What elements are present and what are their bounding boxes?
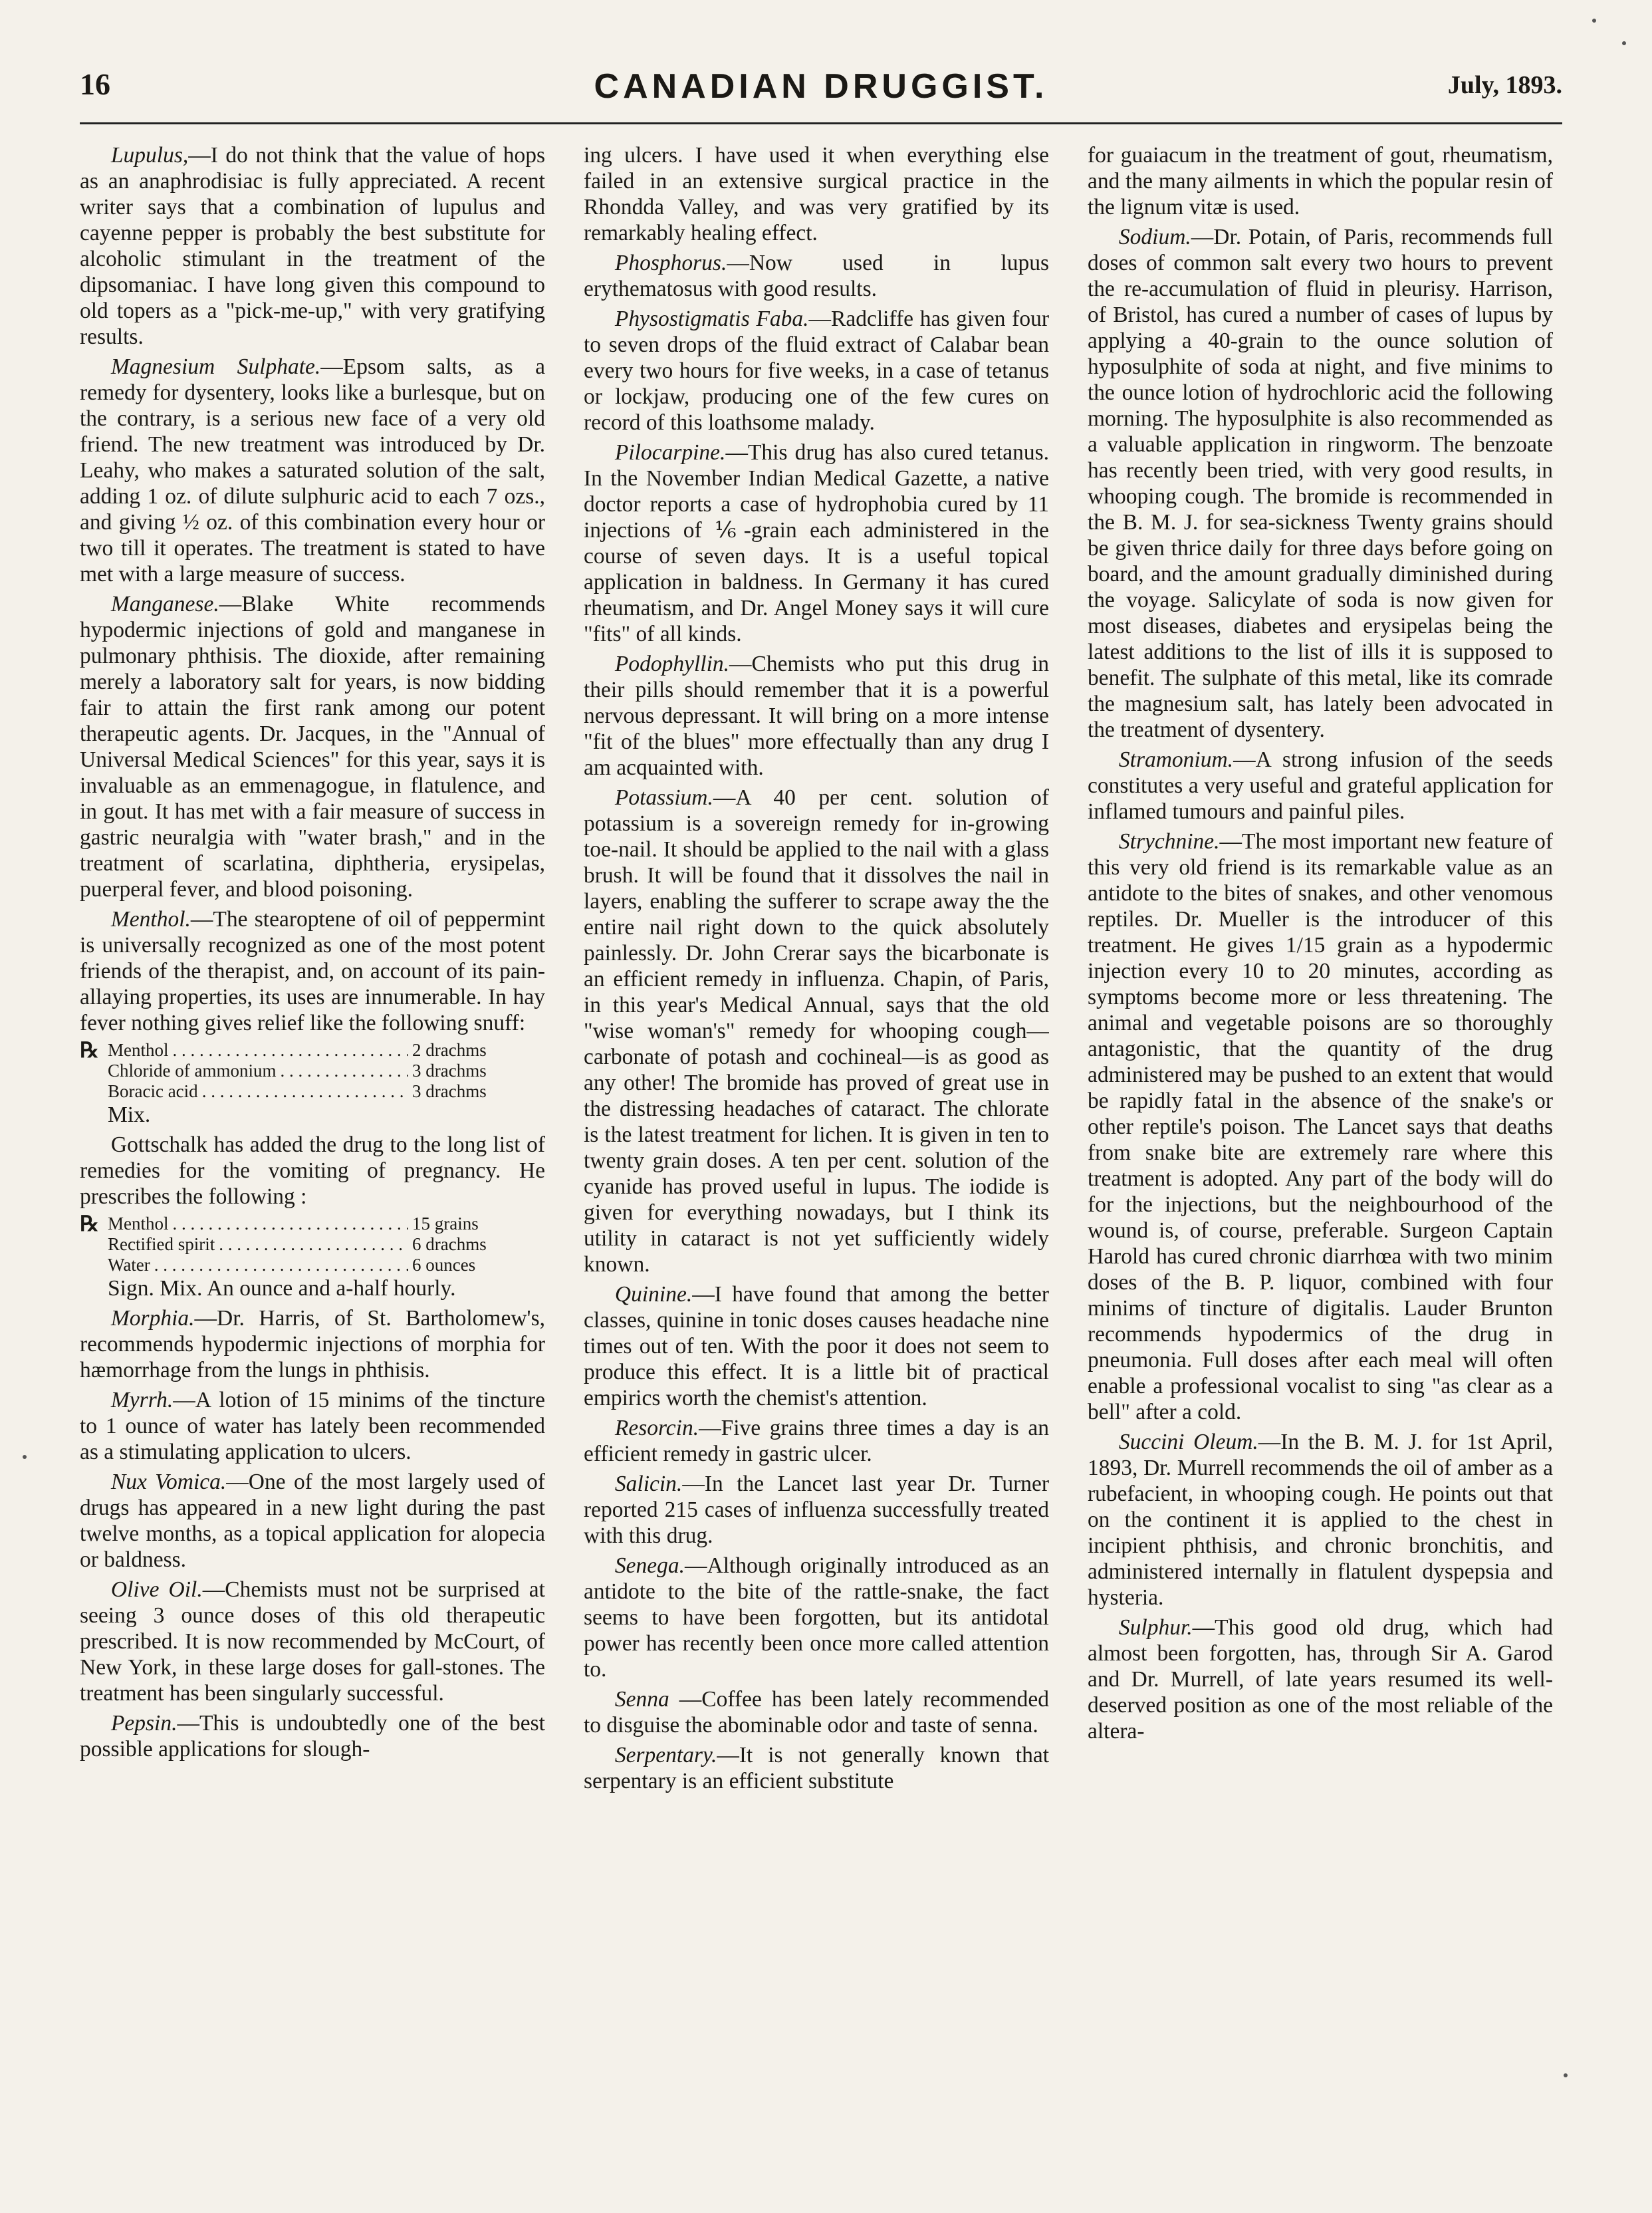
prescription-row [80, 1061, 545, 1081]
entry-term: Lupulus, [110, 143, 189, 168]
ingredient-name: Chloride of ammonium [108, 1061, 277, 1081]
entry-serpentary [584, 1742, 1049, 1794]
entry-text: Gottschalk has added the drug to the long list of remedies for the vomiting of pregnancy. He prescribes the following : [80, 1132, 545, 1209]
entry-term: Succini Oleum. [1118, 1430, 1258, 1454]
prescription-row [80, 1255, 545, 1275]
leader-dots [154, 1255, 408, 1275]
entry-stramonium [1088, 747, 1553, 825]
rx-symbol: ℞ [80, 1038, 99, 1062]
ingredient-name: Menthol [108, 1214, 169, 1234]
ingredient-name: Menthol [108, 1040, 169, 1060]
prescription-row [80, 1234, 545, 1255]
entry-text: —This good old drug, which had almost been forgotten, has, through Sir A. Garod and Dr. Murrell, of late years resumed its well-deserved position as one of the most reliable of the altera- [1088, 1615, 1553, 1744]
entry-text: —Although originally introduced as an antidote to the bite of the rattle-snake, the fact seems to have been forgotten, but its antidotal power has recently been once more called attention to. [584, 1553, 1049, 1682]
entry-succini-oleum [1088, 1429, 1553, 1611]
entry-salicin [584, 1471, 1049, 1549]
entry-term: Resorcin. [614, 1416, 699, 1440]
entry-text: —Dr. Harris, of St. Bartholomew's, recommends hypodermic injections of morphia for hæmorrhage from the lungs in phthisis. [80, 1306, 545, 1382]
scan-speck [23, 1455, 27, 1459]
rx-symbol: ℞ [80, 1212, 99, 1236]
entry-term: Nux Vomica. [110, 1470, 227, 1494]
entry-magnesium-sulphate [80, 354, 545, 587]
entry-text: —In the Lancet last year Dr. Turner reported 215 cases of influenza successfully treated with this drug. [584, 1472, 1049, 1548]
ingredient-quantity: 2 drachms [412, 1040, 487, 1060]
header-rule [80, 122, 1562, 124]
leader-dots [173, 1040, 409, 1061]
entry-term: Serpentary. [614, 1743, 717, 1767]
prescription-row [80, 1214, 545, 1234]
ingredient-quantity: 6 drachms [412, 1234, 487, 1254]
ingredient-name: Water [108, 1255, 150, 1275]
entry-term: Sodium. [1118, 225, 1191, 249]
column-1 [80, 142, 545, 2164]
ingredient-name: Boracic acid [108, 1081, 198, 1101]
entry-olive-oil [80, 1577, 545, 1706]
entry-gottschalk [80, 1132, 545, 1210]
column-2 [584, 142, 1049, 2164]
scan-speck [1622, 41, 1626, 45]
entry-quinine [584, 1281, 1049, 1411]
page-header [80, 66, 1562, 120]
entry-sulphur [1088, 1615, 1553, 1744]
entry-text: —Chemists who put this drug in their pills should remember that it is a powerful nervous depressant. It will bring on a more intense "fit of the blues" more effectually than any drug I am acquainted with. [584, 652, 1049, 780]
ingredient-quantity: 6 ounces [412, 1255, 476, 1275]
page-number: 16 [80, 67, 110, 101]
entry-text: —The stearoptene of oil of peppermint is universally recognized as one of the most potent friends of the therapist, and, on account of its pain-allaying properties, its uses are innumerable. In hay fever nothing gives relief like the following snuff: [80, 907, 545, 1035]
entry-text: ing ulcers. I have used it when everything else failed in an extensive surgical practice in the Rhondda Valley, and was very gratified by its remarkably healing effect. [584, 143, 1049, 245]
entry-term: Menthol. [110, 907, 191, 932]
column-3 [1088, 142, 1553, 2164]
entry-text: —A strong infusion of the seeds constitutes a very useful and grateful application for inflamed tumours and painful piles. [1088, 747, 1553, 824]
entry-text: —Epsom salts, as a remedy for dysentery, looks like a burlesque, but on the contrary, is a serious new face of a very old friend. The new treatment was introduced by Dr. Leahy, who makes a saturated solution of the salt, adding 1 oz. of dilute sulphuric acid to each 7 ozs., and giving ½ oz. of this combination every hour or two till it operates. The treatment is stated to have met with a large measure of success. [80, 354, 545, 586]
entry-serpentary-continued [1088, 142, 1553, 220]
scan-speck [1564, 2073, 1568, 2077]
entry-potassium [584, 785, 1049, 1277]
entry-manganese [80, 591, 545, 902]
entry-text: —A 40 per cent. solution of potassium is a sovereign remedy for in-growing toe-nail. It should be applied to the nail with a glass brush. It will be found that it dissolves the nail in layers, enabling the sufferer to scrape away the the entire nail right down to the quick absolutely painlessly. Dr. John Crerar says the bicarbonate is an efficient remedy in influenza. Chapin, of Paris, in this year's Medical Annual, says that the old "wise woman's" remedy for whooping cough—carbonate of potash and cochineal—is as good as any other! The bromide has proved of great use in the distressing headaches of cataract. The chlorate is the latest treatment for lichen. It is given in ten to twenty grain doses. A ten per cent. solution of the cyanide has proved useful in lupus. The iodide is given for everything nowadays, but I think its utility in cataract is not yet sufficiently widely known. [584, 785, 1049, 1277]
entry-text: —Blake White recommends hypodermic injections of gold and manganese in pulmonary phthisis. The dioxide, after remaining merely a laboratory salt for years, is now bidding fair to attain the first rank among our potent therapeutic agents. Dr. Jacques, in the "Annual of Universal Medical Sciences" for this year, says it is invaluable as an emmenagogue, in flatulence, and in gout. It has met with a fair measure of success in gastric neuralgia with "water brash," and in the treatment of scarlatina, diphtheria, erysipelas, puerperal fever, and blood poisoning. [80, 592, 545, 902]
entry-text: —It is not generally known that serpentary is an efficient substitute [584, 1743, 1049, 1793]
entry-myrrh [80, 1387, 545, 1465]
entry-text: —One of the most largely used of drugs has appeared in a new light during the past twelve months, as a topical application for alopecia or baldness. [80, 1470, 545, 1572]
entry-text: —Dr. Potain, of Paris, recommends full doses of common salt every two hours to prevent the re-accumulation of fluid in pleurisy. Harrison, of Bristol, has cured a number of cases of lupus by applying a 40-grain to the ounce solution of hyposulphite of soda at night, and five minims to the ounce lotion of hydrochloric acid the following morning. The hyposulphite is also recommended as a valuable application in ringworm. The benzoate has recently been tried, with very good results, in whooping cough. The bromide is recommended in the B. M. J. for sea-sickness Twenty grains should be given thrice daily for three days before going on board, and the amount gradually diminished during the voyage. Salicylate of soda is now given for most diseases, diabetes and erysipelas being the latest additions to the list of ills it is supposed to benefit. The sulphate of this metal, like its comrade the magnesium salt, has lately been advocated in the treatment of dysentery. [1088, 225, 1553, 742]
entry-term: Stramonium. [1118, 747, 1234, 772]
entry-phosphorus [584, 250, 1049, 302]
entry-term: Manganese. [110, 592, 219, 616]
entry-physostigmatis-faba [584, 306, 1049, 436]
prescription-snuff [80, 1040, 545, 1128]
entry-term: Salicin. [614, 1472, 683, 1496]
entry-senna [584, 1686, 1049, 1738]
issue-date: July, 1893. [1447, 71, 1562, 99]
leader-dots [202, 1081, 408, 1102]
entry-term: Pepsin. [110, 1711, 177, 1736]
entry-text: —This is undoubtedly one of the best possible applications for slough- [80, 1711, 545, 1761]
entry-term: Podophyllin. [614, 652, 730, 676]
entry-text: —In the B. M. J. for 1st April, 1893, Dr. Murrell recommends the oil of amber as a rubefacient, in whooping cough. He points out that on the continent it is applied to the chest in incipient phthisis, and chronic bronchitis, and administered internally in flatulent dyspepsia and hysteria. [1088, 1430, 1553, 1610]
entry-text: —Chemists must not be surprised at seeing 3 ounce doses of this old therapeutic prescribed. It is now recommended by McCourt, of New York, in these large doses for gall-stones. The treatment has been singularly successful. [80, 1577, 545, 1706]
entry-lupulus [80, 142, 545, 350]
entry-text: —The most important new feature of this very old friend is its remarkable value as an antidote to the bites of snakes, and other venomous reptiles. Dr. Mueller is the introducer of this treatment. He gives 1/15 grain as a hypodermic injection every 10 to 20 minutes, according as symptoms become more or less threatening. The animal and vegetable poisons are so thoroughly antagonistic, that the quantity of the drug administered may be pushed to an extent that would be rapidly fatal in the absence of the snake's or other reptile's poison. The Lancet says that deaths from snake bite are extremely rare where this treatment is adopted. Any part of the body will do for the injections, but the neighbourhood of the wound is, of course, preferable. Surgeon Captain Harold has cured chronic diarrhœa with two minim doses of the B. P. liquor, combined with four minims of tincture of digitalis. Lauder Brunton recommends hypodermics of the drug in pneumonia. Full doses after each meal will often enable a professional vocalist to sing "as clear as a bell" after a cold. [1088, 829, 1553, 1424]
prescription-row [80, 1040, 545, 1061]
entry-term: Phosphorus. [614, 251, 727, 275]
prescription-row [80, 1081, 545, 1102]
entry-resorcin [584, 1415, 1049, 1467]
ingredient-quantity: 3 drachms [412, 1061, 487, 1081]
ingredient-quantity: 15 grains [412, 1214, 479, 1234]
entry-podophyllin [584, 651, 1049, 781]
entry-text: —I do not think that the value of hops as an anaphrodisiac is fully appreciated. A recent writer says that a combination of lupulus and cayenne pepper is probably the best substitute for alcoholic stimulant in the treatment of the dipsomaniac. I have long given this compound to old topers as a "pick-me-up," with very gratifying results. [80, 143, 545, 349]
entry-pepsin [80, 1710, 545, 1762]
entry-nux-vomica [80, 1469, 545, 1573]
entry-term: Senega. [614, 1553, 685, 1578]
ingredient-name: Rectified spirit [108, 1234, 215, 1254]
entry-term: Morphia. [110, 1306, 195, 1331]
entry-text: —Now used in lupus erythematosus with good results. [584, 251, 1049, 301]
prescription-footer: Mix. [108, 1103, 151, 1127]
entry-term: Physostigmatis Faba. [614, 307, 809, 331]
entry-text: —Five grains three times a day is an efficient remedy in gastric ulcer. [584, 1416, 1049, 1466]
leader-dots [219, 1234, 408, 1255]
entry-term: Senna [614, 1687, 669, 1712]
entry-text: —A lotion of 15 minims of the tincture to 1 ounce of water has lately been recommended as a stimulating application to ulcers. [80, 1388, 545, 1464]
entry-term: Potassium. [614, 785, 713, 810]
entry-term: Sulphur. [1118, 1615, 1193, 1640]
entry-menthol [80, 906, 545, 1036]
entry-text: for guaiacum in the treatment of gout, rheumatism, and the many ailments in which the popular resin of the lignum vitæ is used. [1088, 143, 1553, 219]
prescription-footer: Sign. Mix. An ounce and a-half hourly. [108, 1276, 456, 1301]
entry-term: Magnesium Sulphate. [110, 354, 321, 379]
ingredient-quantity: 3 drachms [412, 1081, 487, 1101]
entry-term: Myrrh. [110, 1388, 174, 1412]
entry-text: —Coffee has been lately recommended to disguise the abominable odor and taste of senna. [584, 1687, 1049, 1738]
scan-speck [1592, 19, 1596, 23]
entry-term: Olive Oil. [110, 1577, 203, 1602]
entry-text: —Radcliffe has given four to seven drops of the fluid extract of Calabar bean every two hours for five weeks, in a case of tetanus or lockjaw, producing one of the few cures on record of this loathsome malady. [584, 307, 1049, 435]
leader-dots [173, 1214, 409, 1234]
entry-pilocarpine [584, 440, 1049, 647]
entry-senega [584, 1553, 1049, 1682]
leader-dots [280, 1061, 408, 1081]
entry-text: —This drug has also cured tetanus. In the November Indian Medical Gazette, a native doctor reports a case of hydrophobia cured by 11 injections of ⅙-grain each administered in the course of seven days. It is a useful topical application in baldness. In Germany it has cured rheumatism, and Dr. Angel Money says it will cure "fits" of all kinds. [584, 440, 1049, 646]
entry-term: Strychnine. [1118, 829, 1220, 854]
entry-term: Quinine. [614, 1282, 693, 1307]
entry-strychnine [1088, 829, 1553, 1425]
journal-title: CANADIAN DRUGGIST. [594, 67, 1048, 106]
entry-pepsin-continued [584, 142, 1049, 246]
entry-morphia [80, 1305, 545, 1383]
entry-term: Pilocarpine. [614, 440, 726, 465]
prescription-vomiting [80, 1214, 545, 1301]
entry-text: —I have found that among the better classes, quinine in tonic doses causes headache nine times out of ten. With the poor it does not seem to produce this effect. It is a little bit of practical empirics worth the chemist's attention. [584, 1282, 1049, 1410]
entry-sodium [1088, 224, 1553, 743]
